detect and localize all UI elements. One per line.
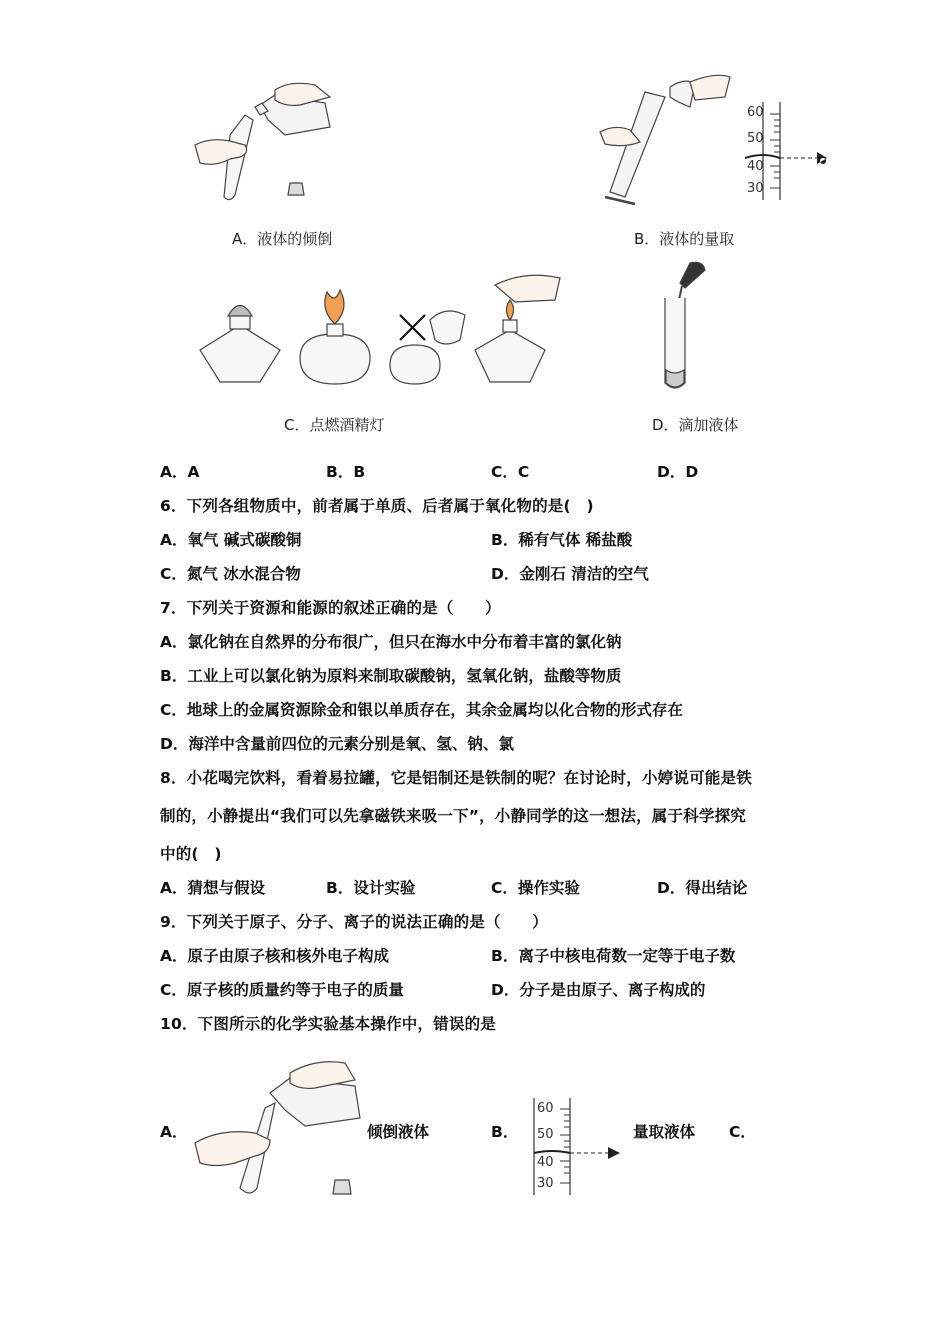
q10-stem: 10．下图所示的化学实验基本操作中，错误的是 xyxy=(160,1015,496,1033)
q7-option-a[interactable]: A．氯化钠在自然界的分布很广，但只在海水中分布着丰富的氯化钠 xyxy=(160,633,622,651)
q6-option-c[interactable]: C．氮气 冰水混合物 xyxy=(160,565,301,583)
q10-option-b-caption: 量取液体 xyxy=(633,1123,696,1141)
scale-label: 60 xyxy=(537,1101,554,1116)
q7-stem: 7．下列关于资源和能源的叙述正确的是（ ） xyxy=(160,599,501,617)
scale-label: 50 xyxy=(537,1127,554,1142)
q6-stem: 6．下列各组物质中，前者属于单质、后者属于氧化物的是( ) xyxy=(160,497,594,515)
q7-option-b[interactable]: B．工业上可以氯化钠为原料来制取碳酸钠，氢氧化钠，盐酸等物质 xyxy=(160,667,622,685)
q8-option-d[interactable]: D．得出结论 xyxy=(657,879,748,897)
figure-b-caption: B．液体的量取 xyxy=(634,230,735,248)
q7-option-d[interactable]: D．海洋中含量前四位的元素分别是氧、氢、钠、氯 xyxy=(160,735,514,753)
q6-option-a[interactable]: A．氧气 碱式碳酸铜 xyxy=(160,531,302,549)
figure-measuring-cylinder xyxy=(595,72,845,212)
q8-stem-line-3: 中的( ) xyxy=(160,845,222,863)
figure-dropper xyxy=(655,258,715,398)
q7-option-c[interactable]: C．地球上的金属资源除金和银以单质存在，其余金属均以化合物的形式存在 xyxy=(160,701,683,719)
q9-option-d[interactable]: D．分子是由原子、离子构成的 xyxy=(491,981,706,999)
figure-c-caption: C．点燃酒精灯 xyxy=(284,416,385,434)
q9-option-b[interactable]: B．离子中核电荷数一定等于电子数 xyxy=(491,947,736,965)
q10-option-c-letter[interactable]: C． xyxy=(729,1123,756,1141)
q8-option-a[interactable]: A．猜想与假设 xyxy=(160,879,265,897)
q5-option-a[interactable]: A．A xyxy=(160,463,200,481)
scale-label: 50 xyxy=(747,131,764,146)
q9-option-a[interactable]: A．原子由原子核和核外电子构成 xyxy=(160,947,389,965)
figure-d-caption: D．滴加液体 xyxy=(652,416,739,434)
scale-label: 40 xyxy=(537,1155,554,1170)
q8-stem-line-2: 制的，小静提出“我们可以先拿磁铁来吸一下”，小静同学的这一想法，属于科学探究 xyxy=(160,807,746,825)
q10-pouring-figure xyxy=(195,1048,365,1198)
q10-option-b-letter[interactable]: B． xyxy=(491,1123,519,1141)
figure-a-caption: A．液体的倾倒 xyxy=(232,230,333,248)
q6-option-d[interactable]: D．金刚石 清洁的空气 xyxy=(491,565,649,583)
scale-label: 30 xyxy=(747,181,764,196)
q10-scale-figure xyxy=(530,1095,630,1200)
figure-pouring-liquid xyxy=(190,75,340,205)
scale-label: 30 xyxy=(537,1176,554,1191)
scale-label: 40 xyxy=(747,159,764,174)
q5-option-d[interactable]: D．D xyxy=(657,463,699,481)
figure-alcohol-lamps xyxy=(195,270,575,395)
scale-label: 60 xyxy=(747,105,764,120)
q9-stem: 9．下列关于原子、分子、离子的说法正确的是（ ） xyxy=(160,913,548,931)
q9-option-c[interactable]: C．原子核的质量约等于电子的质量 xyxy=(160,981,404,999)
q6-option-b[interactable]: B．稀有气体 稀盐酸 xyxy=(491,531,633,549)
q8-option-b[interactable]: B．设计实验 xyxy=(326,879,416,897)
q10-option-a-caption: 倾倒液体 xyxy=(367,1123,430,1141)
q8-stem-line-1: 8．小花喝完饮料，看着易拉罐，它是铝制还是铁制的呢？在讨论时，小婷说可能是铁 xyxy=(160,769,752,787)
q8-option-c[interactable]: C．操作实验 xyxy=(491,879,580,897)
q5-option-c[interactable]: C．C xyxy=(491,463,530,481)
q5-option-b[interactable]: B．B xyxy=(326,463,366,481)
q10-option-a-letter[interactable]: A． xyxy=(160,1123,188,1141)
